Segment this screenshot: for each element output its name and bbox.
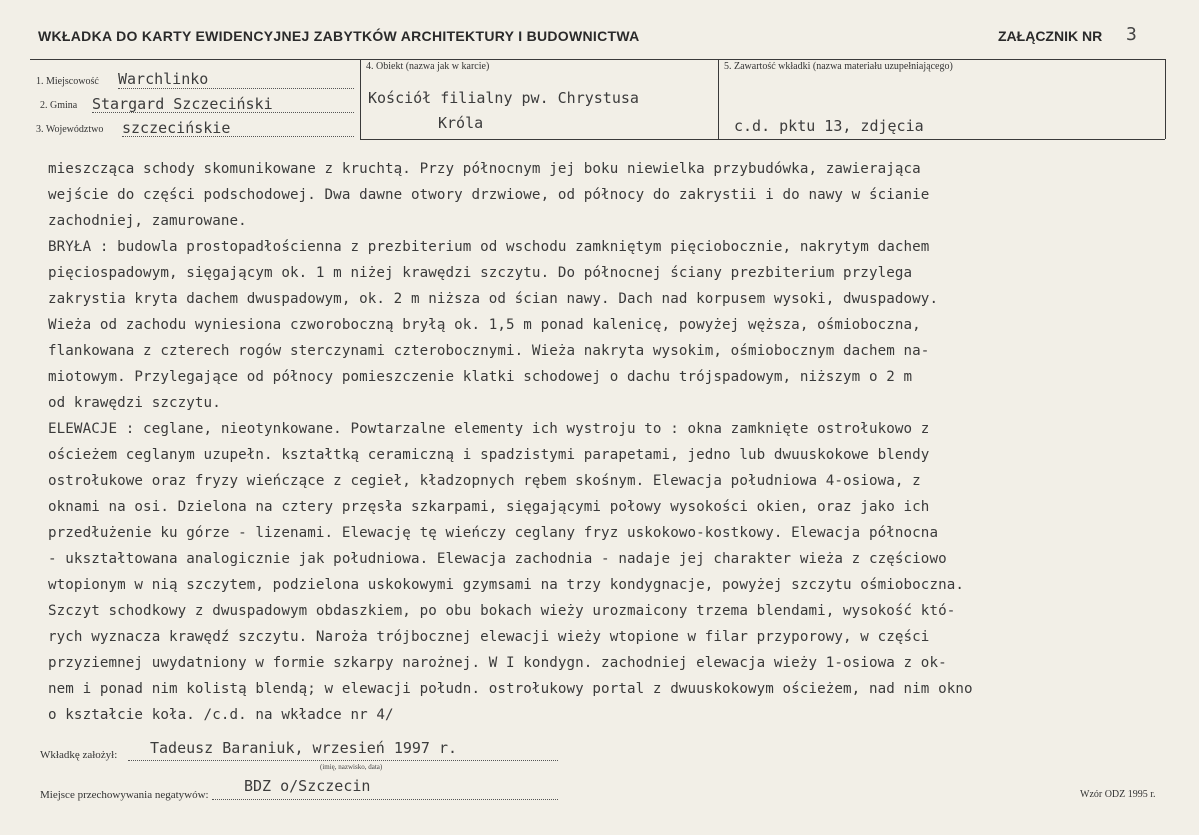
header-divider-2 <box>718 59 719 139</box>
commune-dotted-line <box>92 112 354 113</box>
contents-value: c.d. pktu 13, zdjęcia <box>734 117 924 135</box>
body-line: oknami na osi. Dzielona na cztery przęsła szkarpami, sięgającymi połowy wysokości okien, oraz jako ich <box>48 499 930 515</box>
annex-label: ZAŁĄCZNIK NR <box>998 28 1103 44</box>
body-line: flankowana z czterech rogów sterczynami czterobocznymi. Wieża nakryta wysokim, ośmiobocznym dachem na- <box>48 343 930 359</box>
commune-value: Stargard Szczeciński <box>92 95 273 113</box>
voivodeship-value: szczecińskie <box>122 119 231 137</box>
header-divider-1 <box>360 59 361 139</box>
body-line: od krawędzi szczytu. <box>48 395 221 411</box>
commune-label: 2. Gmina <box>40 100 78 111</box>
body-line: wtopionym w nią szczytem, podzielona uskokowymi gzymsami na trzy kondygnacje, powyżej szczytu ośmioboczna. <box>48 577 965 593</box>
voivodeship-dotted-line <box>122 136 354 137</box>
locality-dotted-line <box>118 88 354 89</box>
body-line: - ukształtowana analogicznie jak południowa. Elewacja zachodnia - nadaje jej charakter wieża z częściowo <box>48 551 947 567</box>
body-line: mieszcząca schody skomunikowane z kruchtą. Przy północnym jej boku niewielka przybudówka, zawierająca <box>48 161 921 177</box>
voivodeship-label: 3. Województwo <box>36 124 104 135</box>
header-bottom-rule <box>360 139 1165 140</box>
storage-value: BDZ o/Szczecin <box>244 777 371 795</box>
object-value-line-1: Kościół filialny pw. Chrystusa <box>368 89 639 107</box>
author-label: Wkładkę założył: <box>40 749 118 761</box>
body-line: Wieża od zachodu wyniesiona czworoboczną bryłą ok. 1,5 m ponad kalenicę, powyżej węższa, ośmioboczna, <box>48 317 921 333</box>
contents-label: 5. Zawartość wkładki (nazwa materiału uzupełniającego) <box>724 61 953 72</box>
body-line: zakrystia kryta dachem dwuspadowym, ok. 2 m niższa od ścian nawy. Dach nad korpusem wysoki, dwuspadowy. <box>48 291 939 307</box>
locality-value: Warchlinko <box>118 70 209 88</box>
body-line: BRYŁA : budowla prostopadłościenna z prezbiterium od wschodu zamkniętym pięciobocznie, nakrytym dachem <box>48 239 930 255</box>
body-line: nem i ponad nim kolistą blendą; w elewacji połudn. ostrołukowy portal z dwuuskokowym ościeżem, nad nim okno <box>48 681 973 697</box>
body-line: o kształcie koła. /c.d. na wkładce nr 4/ <box>48 707 394 723</box>
body-line: rych wyznacza krawędź szczytu. Naroża trójbocznej elewacji wieży wtopione w filar przyporowy, w części <box>48 629 930 645</box>
body-line: Szczyt schodkowy z dwuspadowym obdaszkiem, po obu bokach wieży urozmaicony trzema blendami, wysokość któ- <box>48 603 956 619</box>
author-hint: (imię, nazwisko, data) <box>320 763 383 771</box>
body-line: ostrołukowe oraz fryzy wieńczące z cegieł, kładzopnych rębem skośnym. Elewacja południowa 4-osiowa, z <box>48 473 921 489</box>
body-line: przyziemnej uwydatniony w formie szkarpy narożnej. W I kondygn. zachodniej elewacja wieży 1-osiowa z ok- <box>48 655 947 671</box>
storage-dotted-line <box>212 799 558 800</box>
annex-number: 3 <box>1126 24 1137 45</box>
author-value: Tadeusz Baraniuk, wrzesień 1997 r. <box>150 739 458 757</box>
body-line: zachodniej, zamurowane. <box>48 213 247 229</box>
body-line: wejście do części podschodowej. Dwa dawne otwory drzwiowe, od północy do zakrystii i do nawy w ścianie <box>48 187 930 203</box>
locality-label: 1. Miejscowość <box>36 76 99 87</box>
author-dotted-line <box>128 760 558 761</box>
object-value-line-2: Króla <box>438 114 484 132</box>
document-title: WKŁADKA DO KARTY EWIDENCYJNEJ ZABYTKÓW ARCHITEKTURY I BUDOWNICTWA <box>38 28 640 44</box>
body-line: pięciospadowym, sięgającym ok. 1 m niżej krawędzi szczytu. Do północnej ściany prezbiterium przylega <box>48 265 913 281</box>
body-line: miotowym. Przylegające od północy pomieszczenie klatki schodowej o dachu trójspadowym, niższym o 2 m <box>48 369 913 385</box>
form-number: Wzór ODZ 1995 r. <box>1080 789 1156 800</box>
header-top-rule <box>30 59 1165 60</box>
storage-label: Miejsce przechowywania negatywów: <box>40 789 209 801</box>
header-right-border <box>1165 59 1166 139</box>
body-line: ościeżem ceglanym uzupełn. kształtką ceramiczną i spadzistymi parapetami, jedno lub dwuuskokowe blendy <box>48 447 930 463</box>
object-label: 4. Obiekt (nazwa jak w karcie) <box>366 61 490 72</box>
body-line: przedłużenie ku górze - lizenami. Elewację tę wieńczy ceglany fryz uskokowo-kostkowy. Elewacja północna <box>48 525 939 541</box>
body-line: ELEWACJE : ceglane, nieotynkowane. Powtarzalne elementy ich wystroju to : okna zamknięte ostrołukowo z <box>48 421 930 437</box>
